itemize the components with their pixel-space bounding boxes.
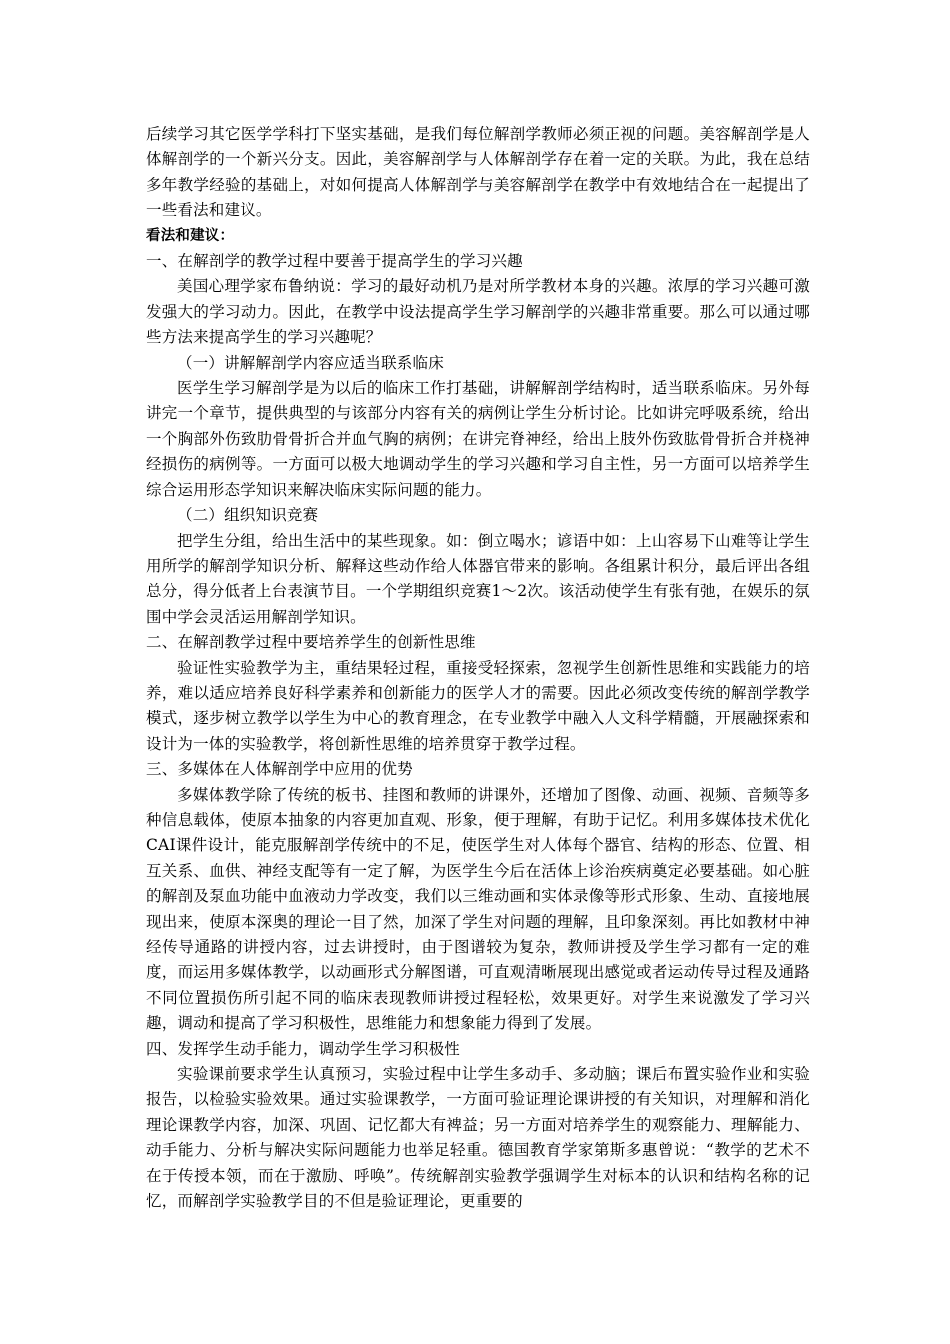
subheading-competition: （二）组织知识竞赛 bbox=[177, 506, 319, 525]
paragraph-multimedia: 多媒体教学除了传统的板书、挂图和教师的讲课外，还增加了图像、动画、视频、音频等多种信息载体，使原本抽象的内容更加直观、形象，便于理解，有助于记忆。利用多媒体技术优化CAI课件设计，能克服解剖学传统中的不足，使医学生对人体每个器官、结构的形态、位置、相互关系、血供、神经支配等有一定了解，为医学生今后在活体上诊治疾病奠定必要基础。如心脏的解剖及泵血功能中血液动力学改变，我们以三维动画和实体录像等形式形象、生动、直接地展现出来，使原本深奥的理论一目了然，加深了学生对问题的理解，且印象深刻。再比如教材中神经传导通路的讲授内容，过去讲授时，由于图谱较为复杂，教师讲授及学生学习都有一定的难度，而运用多媒体教学，以动画形式分解图谱，可直观清晰展现出感觉或者运动传导过程及通路不同位置损伤所引起不同的临床表现教师讲授过程轻松，效果更好。对学生来说激发了学习兴趣，调动和提高了学习积极性，思维能力和想象能力得到了发展。 bbox=[146, 785, 810, 1033]
section-heading-opinions: 看法和建议： bbox=[146, 227, 235, 244]
heading-2-innovation: 二、在解剖教学过程中要培养学生的创新性思维 bbox=[146, 633, 476, 652]
paragraph-clinical: 医学生学习解剖学是为以后的临床工作打基础，讲解解剖学结构时，适当联系临床。另外每讲完一个章节，提供典型的与该部分内容有关的病例让学生分析讨论。比如讲完呼吸系统，给出一个胸部外伤致肋骨骨折合并血气胸的病例；在讲完脊神经，给出上肢外伤致肱骨骨折合并桡神经损伤的病例等。一方面可以极大地调动学生的学习兴趣和学习自主性，另一方面可以培养学生综合运用形态学知识来解决临床实际问题的能力。 bbox=[146, 379, 810, 499]
paragraph-innovation: 验证性实验教学为主，重结果轻过程，重接受轻探索，忽视学生创新性思维和实践能力的培养，难以适应培养良好科学素养和创新能力的医学人才的需要。因此必须改变传统的解剖学教学模式，逐步树立教学以学生为中心的教育理念，在专业教学中融入人文科学精髓，开展融探索和设计为一体的实验教学，将创新性思维的培养贯穿于教学过程。 bbox=[146, 658, 810, 753]
heading-4-hands-on: 四、发挥学生动手能力，调动学生学习积极性 bbox=[146, 1039, 461, 1058]
intro-paragraph: 后续学习其它医学学科打下坚实基础，是我们每位解剖学教师必须正视的问题。美容解剖学是人体解剖学的一个新兴分支。因此，美容解剖学与人体解剖学存在着一定的关联。为此，我在总结多年教学经验的基础上，对如何提高人体解剖学与美容解剖学在教学中有效地结合在一起提出了一些看法和建议。 bbox=[146, 125, 810, 220]
heading-1-interest: 一、在解剖学的教学过程中要善于提高学生的学习兴趣 bbox=[146, 252, 523, 271]
document-page bbox=[146, 122, 810, 1214]
paragraph-competition: 把学生分组，给出生活中的某些现象。如：倒立喝水；谚语中如：上山容易下山难等让学生用所学的解剖学知识分析、解释这些动作给人体器官带来的影响。各组累计积分，最后评出各组总分，得分低者上台表演节目。一个学期组织竞赛1～2次。该活动使学生有张有弛，在娱乐的氛围中学会灵活运用解剖学知识。 bbox=[146, 531, 810, 626]
paragraph-hands-on: 实验课前要求学生认真预习，实验过程中让学生多动手、多动脑；课后布置实验作业和实验报告，以检验实验效果。通过实验课教学，一方面可验证理论课讲授的有关知识，对理解和消化理论课教学内容，加深、巩固、记忆都大有裨益；另一方面对培养学生的观察能力、理解能力、动手能力、分析与解决实际问题能力也举足轻重。德国教育学家第斯多惠曾说：“教学的艺术不在于传授本领，而在于激励、呼唤”。传统解剖实验教学强调学生对标本的认识和结构名称的记忆，而解剖学实验教学目的不但是验证理论，更重要的 bbox=[146, 1065, 810, 1211]
paragraph-bruner: 美国心理学家布鲁纳说：学习的最好动机乃是对所学教材本身的兴趣。浓厚的学习兴趣可激发强大的学习动力。因此，在教学中设法提高学生学习解剖学的兴趣非常重要。那么可以通过哪些方法来提高学生的学习兴趣呢？ bbox=[146, 277, 810, 347]
heading-3-multimedia: 三、多媒体在人体解剖学中应用的优势 bbox=[146, 760, 413, 779]
subheading-clinical: （一）讲解解剖学内容应适当联系临床 bbox=[177, 353, 444, 372]
